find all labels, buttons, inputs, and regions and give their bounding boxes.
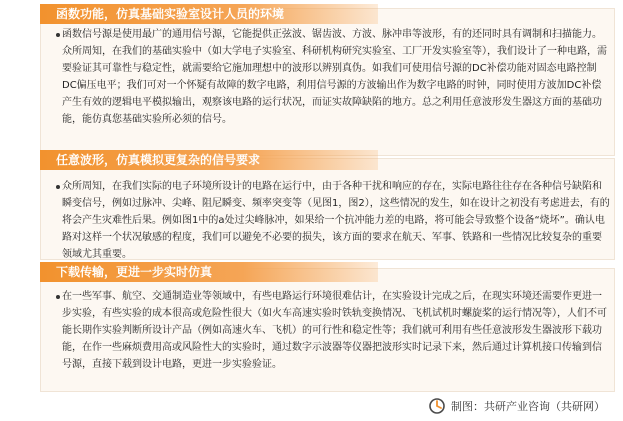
section-title-3: 下载传输，更进一步实时仿真	[40, 262, 378, 282]
section-body-3: 在一些军事、航空、交通制造业等领域中，有些电路运行环境很难估计，在实验设计完成之后，在现实环境还需要作更进一步实验，有些实验的成本很高或危险性很大（如火车高速实验时铁轨变换情况、飞机试机时螺旋桨的运行情况等），人们不可能长期作实验判断所设计产品（例如高速火车、飞机）的可行性和稳定性等；我们就可利用有些任意波形发生器波形下载功能，在作一些麻烦费用高或风险性大的实验时，通过数字示波器等仪器把波形实时记录下来，然后通过计算机接口传输到信号源，直接下载到设计电路，更进一步实验验证。	[62, 291, 607, 370]
section-body-1: 函数信号源是使用最广的通用信号源，它能提供正弦波、锯齿波、方波、脉冲串等波形，有的还同时具有调制和扫描能力。众所周知，在我们的基础实验中（如大学电子实验室、科研机构研究实验室、工厂开发实验室等），我们设计了一种电路，需要验证其可靠性与稳定性，就需要给它施加理想中的波形以辨别真伪。如我们可使用信号源的DC补偿功能对固态电路控制DC偏压电平；我们可对一个怀疑有故障的数字电路，利用信号源的方波输出作为数字电路的时钟，同时使用方波加DC补偿产生有效的逻辑电平模拟输出，观察该电路的运行状况，而证实故障缺陷的地方。总之利用任意波形发生器这方面的基础功能，能仿真您基础实验所必须的信号。	[62, 29, 607, 125]
gonyn-logo-icon	[429, 398, 445, 414]
footer-credit	[429, 397, 605, 415]
bullet-icon	[56, 33, 60, 37]
section-body-2: 众所周知，在我们实际的电子环境所设计的电路在运行中，由于各种干扰和响应的存在，实际电路往往存在各种信号缺陷和瞬变信号，例如过脉冲、尖峰、阻尼瞬变、频率突变等（见图1，图2），这些情况的发生，如在设计之初没有考虑进去，有的将会产生灾难性后果。例如图1中的a处过尖峰脉冲，如果给一个抗冲能力差的电路，将可能会导致整个设备“烧坏”。确认电路对这样一个状况敏感的程度，我们可以避免不必要的损失，该方面的要求在航天、军事、铁路和一些情况比较复杂的重要领域尤其重要。	[62, 181, 610, 260]
footer-credit-text: 制图：共研产业咨询（共研网）	[451, 400, 605, 413]
section-title-1: 函数功能，仿真基础实验室设计人员的环境	[40, 4, 378, 24]
bullet-icon	[56, 185, 60, 189]
section-title-2: 任意波形，仿真模拟更复杂的信号要求	[40, 150, 378, 170]
bullet-icon	[56, 295, 60, 299]
